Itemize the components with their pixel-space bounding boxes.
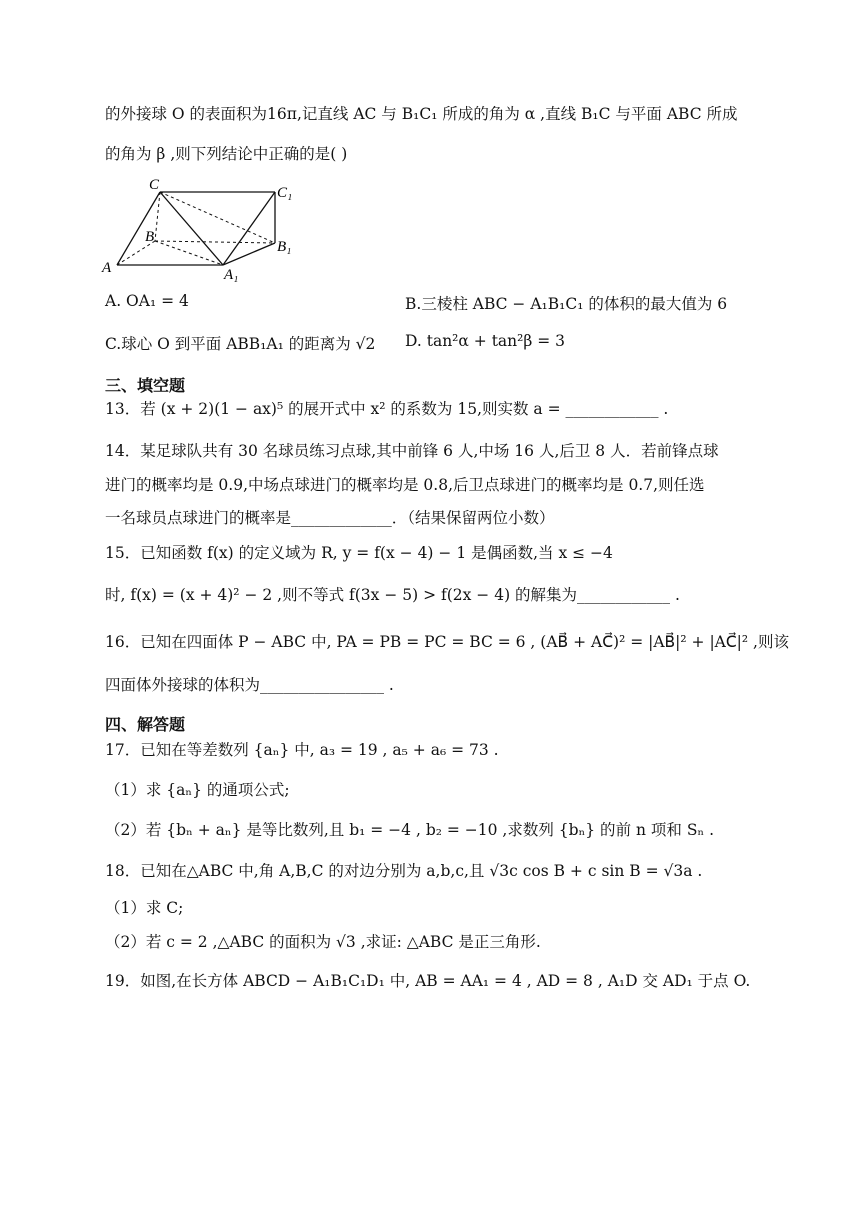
option-a: A. OA₁ = 4 — [105, 292, 189, 310]
question-17-part-1: （1）求 {aₙ} 的通项公式; — [105, 781, 290, 799]
question-15-line-1: 15．已知函数 f(x) 的定义域为 R, y = f(x − 4) − 1 是偶函数,当 x ≤ −4 — [105, 544, 613, 562]
question-18: 18．已知在△ABC 中,角 A,B,C 的对边分别为 a,b,c,且 √3c cos B + c sin B = √3a . — [105, 862, 703, 880]
question-18-part-2: （2）若 c = 2 ,△ABC 的面积为 √3 ,求证: △ABC 是正三角形. — [105, 933, 541, 951]
section-fill-in-heading: 三、填空题 — [105, 376, 186, 395]
label-b: B — [145, 229, 155, 245]
question-13: 13．若 (x + 2)(1 − ax)⁵ 的展开式中 x² 的系数为 15,则实数 a = ____________ . — [105, 400, 669, 418]
prism-figure — [100, 175, 300, 285]
option-b: B.三棱柱 ABC − A₁B₁C₁ 的体积的最大值为 6 — [405, 295, 728, 313]
question-12-intro-line-2: 的角为 β ,则下列结论中正确的是( ) — [105, 145, 348, 163]
question-19: 19．如图,在长方体 ABCD − A₁B₁C₁D₁ 中, AB = AA₁ = 4 , AD = 8 , A₁D 交 AD₁ 于点 O. — [105, 972, 751, 990]
label-c1: C₁ — [277, 185, 293, 201]
question-14-line-3: 一名球员点球进门的概率是_____________．（结果保留两位小数） — [105, 509, 555, 527]
question-14-line-2: 进门的概率均是 0.9,中场点球进门的概率均是 0.8,后卫点球进门的概率均是 0.7,则任选 — [105, 476, 705, 494]
label-c: C — [149, 177, 160, 193]
question-16-line-2: 四面体外接球的体积为________________ . — [105, 676, 394, 694]
label-a: A — [102, 260, 112, 276]
question-17: 17．已知在等差数列 {aₙ} 中, a₃ = 19 , a₅ + a₆ = 73 . — [105, 741, 499, 759]
option-d: D. tan²α + tan²β = 3 — [405, 332, 566, 350]
question-16-line-1: 16．已知在四面体 P − ABC 中, PA = PB = PC = BC = 6 , (AB⃗ + AC⃗)² = |AB⃗|² + |AC⃗|² ,则该 — [105, 633, 789, 651]
section-solve-heading: 四、解答题 — [105, 715, 186, 734]
question-12-intro-line-1: 的外接球 O 的表面积为16π,记直线 AC 与 B₁C₁ 所成的角为 α ,直线 B₁C 与平面 ABC 所成 — [105, 105, 738, 123]
option-c: C.球心 O 到平面 ABB₁A₁ 的距离为 √2 — [105, 335, 376, 353]
label-a1: A₁ — [224, 267, 239, 283]
question-17-part-2: （2）若 {bₙ + aₙ} 是等比数列,且 b₁ = −4 , b₂ = −10 ,求数列 {bₙ} 的前 n 项和 Sₙ . — [105, 821, 715, 839]
question-14-line-1: 14．某足球队共有 30 名球员练习点球,其中前锋 6 人,中场 16 人,后卫 8 人．若前锋点球 — [105, 442, 719, 460]
question-18-part-1: （1）求 C; — [105, 899, 184, 917]
question-15-line-2: 时, f(x) = (x + 4)² − 2 ,则不等式 f(3x − 5) > f(2x − 4) 的解集为____________ . — [105, 586, 680, 604]
label-b1: B₁ — [277, 239, 292, 255]
